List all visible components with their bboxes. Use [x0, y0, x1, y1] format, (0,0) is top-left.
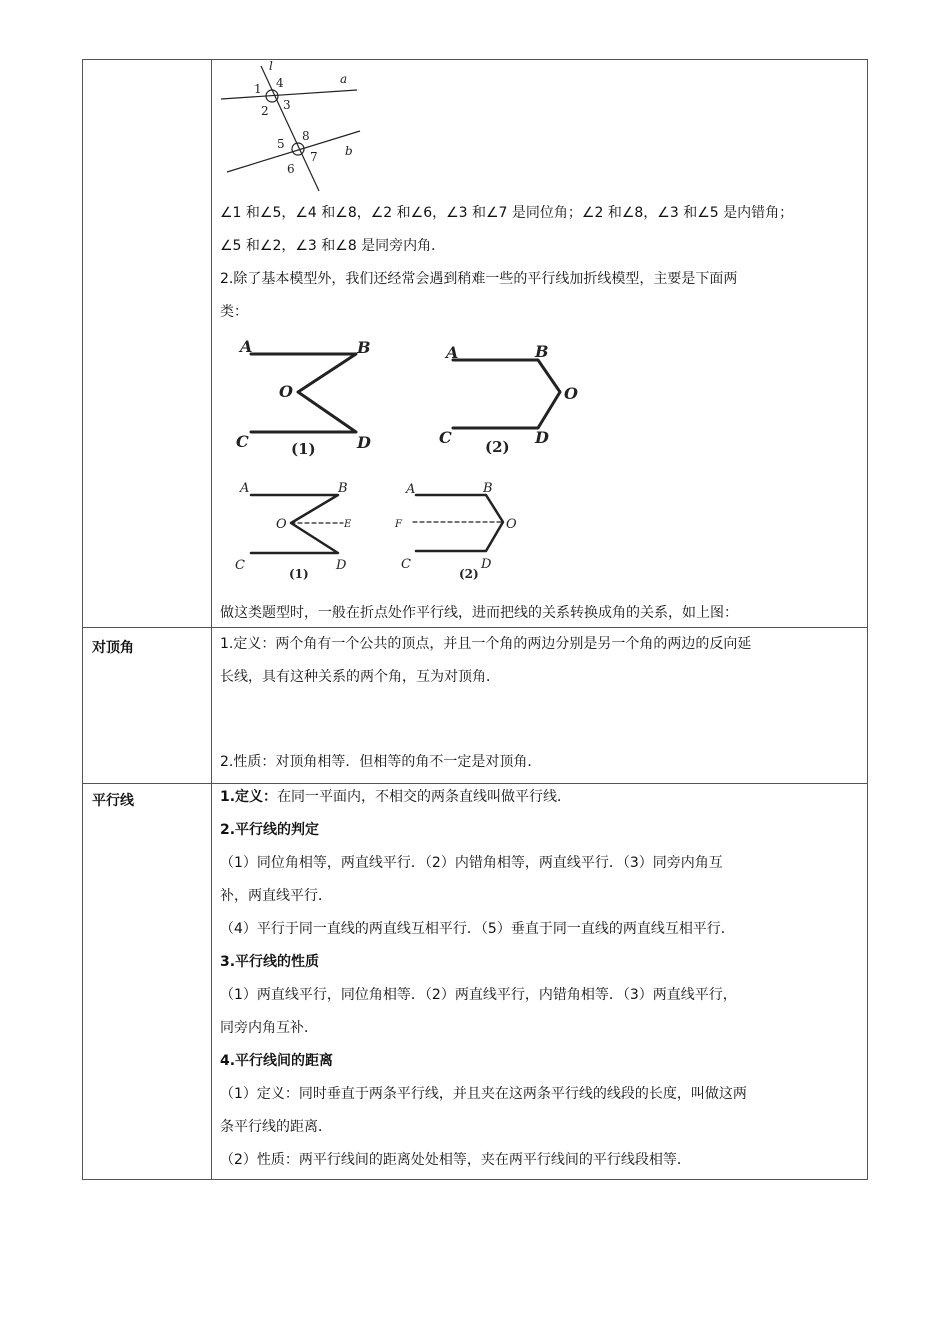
angle-1: 1	[254, 82, 262, 96]
label-A: A	[240, 337, 253, 356]
label-O: O	[564, 384, 578, 403]
label-O: O	[276, 517, 287, 532]
caption-2: (2)	[485, 438, 510, 456]
label-a: a	[340, 72, 348, 86]
caption-1: (1)	[289, 567, 309, 581]
transversal-figure	[218, 60, 368, 195]
definition-line2: 长线，具有这种关系的两个角，互为对顶角．	[220, 669, 500, 685]
vertical-angles-definition	[220, 628, 860, 694]
row-label-parallel-lines: 平行线	[92, 793, 134, 809]
definition-line1: 1.定义：两个角有一个公共的顶点，并且一个角的两边分别是另一个角的两边的反向延	[220, 636, 752, 652]
model-intro-line1: 2.除了基本模型外，我们还经常会遇到稍难一些的平行线加折线模型，主要是下面两	[220, 271, 738, 287]
angle-7: 7	[310, 150, 318, 164]
corresponding-angles-line1: ∠1 和∠5，∠4 和∠8，∠2 和∠6，∠3 和∠7 是同位角；∠2 和∠8，∠3 和∠5 是内错角；	[220, 205, 794, 221]
angle-2: 2	[261, 104, 269, 118]
label-C: C	[439, 428, 452, 447]
label-C: C	[236, 432, 249, 451]
definition-text: 在同一平面内，不相交的两条直线叫做平行线．	[277, 789, 572, 805]
angle-3: 3	[283, 98, 291, 112]
label-A: A	[446, 343, 459, 362]
criteria-line3: （4）平行于同一直线的两直线互相平行．（5）垂直于同一直线的两直线互相平行．	[220, 921, 735, 937]
properties-heading: 3.平行线的性质	[220, 954, 320, 970]
label-C: C	[401, 557, 411, 572]
row-label-vertical-angles: 对顶角	[92, 640, 134, 656]
distance-heading: 4.平行线间的距离	[220, 1053, 334, 1069]
label-O: O	[506, 517, 517, 532]
label-D: D	[535, 428, 549, 447]
angle-5: 5	[277, 137, 285, 151]
label-D: D	[481, 557, 492, 572]
label-B: B	[338, 481, 348, 496]
caption-2: (2)	[459, 567, 479, 581]
polyline-models-figure	[228, 332, 608, 587]
label-A: A	[240, 481, 250, 496]
label-F: F	[395, 519, 402, 530]
properties-line1: （1）两直线平行，同位角相等．（2）两直线平行，内错角相等．（3）两直线平行，	[220, 987, 737, 1003]
column-divider	[211, 60, 212, 1179]
parallel-lines-content	[220, 781, 860, 1177]
definition-heading: 1.定义：	[220, 789, 278, 805]
label-O: O	[279, 382, 293, 401]
criteria-line2: 补，两直线平行．	[220, 888, 332, 904]
label-b: b	[345, 144, 353, 158]
definition-line	[220, 781, 860, 814]
criteria-line1: （1）同位角相等，两直线平行．（2）内错角相等，两直线平行．（3）同旁内角互	[220, 855, 723, 871]
caption-1: (1)	[291, 440, 316, 458]
model-intro-line2: 类：	[220, 304, 248, 320]
angle-6: 6	[287, 162, 295, 176]
corresponding-angles-line2: ∠5 和∠2，∠3 和∠8 是同旁内角．	[220, 238, 446, 254]
label-B: B	[357, 338, 371, 357]
method-note: 做这类题型时，一般在折点处作平行线，进而把线的关系转换成角的关系，如上图：	[220, 605, 738, 621]
property-line: 2.性质：对顶角相等．但相等的角不一定是对顶角．	[220, 754, 542, 770]
label-D: D	[357, 433, 371, 452]
label-B: B	[535, 342, 549, 361]
angle-4: 4	[276, 76, 284, 90]
properties-line2: 同旁内角互补．	[220, 1020, 318, 1036]
label-C: C	[235, 558, 245, 573]
label-l: l	[269, 60, 273, 73]
row1-text-b	[220, 597, 860, 630]
criteria-heading: 2.平行线的判定	[220, 822, 320, 838]
vertical-angles-property	[220, 746, 860, 779]
label-A: A	[406, 482, 416, 497]
distance-line1: （1）定义：同时垂直于两条平行线，并且夹在这两条平行线的线段的长度，叫做这两	[220, 1086, 747, 1102]
row1-text-a	[220, 197, 860, 329]
distance-line3: （2）性质：两平行线间的距离处处相等，夹在两平行线间的平行线段相等．	[220, 1152, 691, 1168]
content-table	[82, 59, 868, 1180]
angle-8: 8	[302, 129, 310, 143]
label-D: D	[336, 558, 347, 573]
label-E: E	[344, 519, 352, 530]
distance-line2: 条平行线的距离．	[220, 1119, 332, 1135]
label-B: B	[483, 481, 493, 496]
